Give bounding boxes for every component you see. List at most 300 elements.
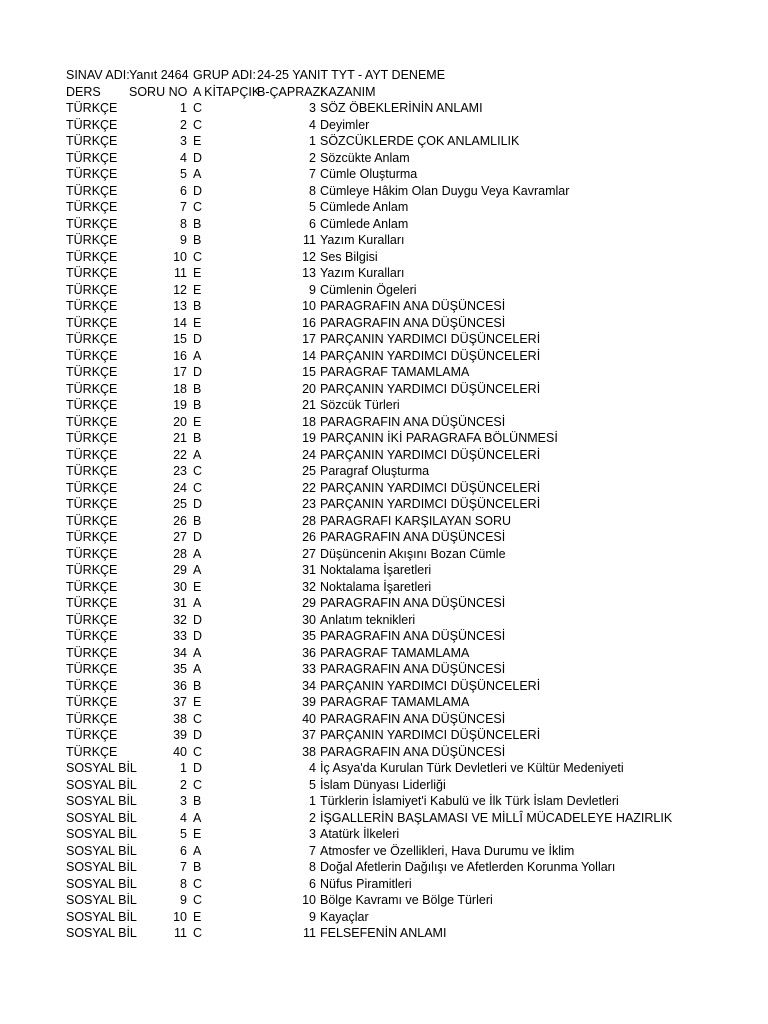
table-row xyxy=(66,529,706,546)
row-b-caprazi: 27 xyxy=(302,546,316,561)
row-b-caprazi: 3 xyxy=(309,101,316,115)
row-a-answer: C xyxy=(193,711,203,726)
row-soru-no: 11 xyxy=(174,266,187,280)
row-kazanim: Düşüncenin Akışını Bozan Cümle xyxy=(320,546,506,561)
row-ders: TÜRKÇE xyxy=(66,464,118,478)
row-ders: TÜRKÇE xyxy=(66,249,118,264)
row-kazanim: PARAGRAFIN ANA DÜŞÜNCESİ xyxy=(320,299,506,313)
row-ders: TÜRKÇE xyxy=(66,134,118,148)
row-soru-no: 5 xyxy=(180,167,187,181)
row-ders: TÜRKÇE xyxy=(66,167,118,181)
row-a-answer: D xyxy=(193,332,203,346)
row-soru-no: 2 xyxy=(180,777,187,792)
row-ders: TÜRKÇE xyxy=(66,315,118,330)
row-soru-no: 16 xyxy=(173,348,187,363)
row-a-answer: E xyxy=(193,315,202,330)
row-a-answer: E xyxy=(193,414,202,429)
row-a-answer: A xyxy=(193,662,202,676)
row-b-caprazi: 4 xyxy=(309,117,316,132)
row-kazanim: Yazım Kuralları xyxy=(320,233,405,247)
row-a-answer: C xyxy=(193,249,203,264)
row-kazanim: Nüfus Piramitleri xyxy=(320,876,412,891)
row-kazanim: Yazım Kuralları xyxy=(320,266,405,280)
table-row xyxy=(66,579,706,596)
row-soru-no: 14 xyxy=(173,315,187,330)
row-a-answer: C xyxy=(193,117,203,132)
row-a-answer: E xyxy=(193,282,202,297)
column-header-b-caprazi: B-ÇAPRAZI xyxy=(257,84,324,99)
row-kazanim: Sözcükte Anlam xyxy=(320,150,410,165)
row-a-answer: C xyxy=(193,480,203,495)
row-b-caprazi: 2 xyxy=(309,810,316,825)
row-soru-no: 19 xyxy=(173,398,187,412)
row-soru-no: 9 xyxy=(180,893,187,907)
row-a-answer: D xyxy=(193,629,203,643)
row-b-caprazi: 37 xyxy=(302,728,316,742)
row-ders: TÜRKÇE xyxy=(66,530,118,544)
row-b-caprazi: 5 xyxy=(309,200,316,214)
row-ders: SOSYAL BİL xyxy=(66,926,137,940)
row-soru-no: 36 xyxy=(173,678,187,693)
table-row xyxy=(66,925,706,942)
row-a-answer: A xyxy=(193,546,202,561)
row-a-answer: B xyxy=(193,216,202,231)
row-soru-no: 5 xyxy=(180,827,187,841)
row-a-answer: C xyxy=(193,893,203,907)
table-row xyxy=(66,249,706,266)
row-kazanim: Anlatım teknikleri xyxy=(320,612,416,627)
row-ders: TÜRKÇE xyxy=(66,282,118,297)
row-kazanim: FELSEFENİN ANLAMI xyxy=(320,926,447,940)
row-b-caprazi: 29 xyxy=(302,596,316,610)
table-row xyxy=(66,645,706,662)
row-ders: SOSYAL BİL xyxy=(66,876,137,891)
row-a-answer: D xyxy=(193,530,203,544)
row-soru-no: 24 xyxy=(173,480,187,495)
column-header-a-kitapcik: A KİTAPÇIK xyxy=(193,84,261,99)
table-row xyxy=(66,777,706,794)
table-row xyxy=(66,711,706,728)
row-kazanim: Bölge Kavramı ve Bölge Türleri xyxy=(320,893,493,907)
row-b-caprazi: 9 xyxy=(309,909,316,924)
group-name-value: 24-25 YANIT TYT - AYT DENEME xyxy=(257,68,446,82)
row-ders: TÜRKÇE xyxy=(66,678,118,693)
row-ders: TÜRKÇE xyxy=(66,414,118,429)
table-row xyxy=(66,678,706,695)
row-a-answer: B xyxy=(193,233,202,247)
row-a-answer: D xyxy=(193,183,203,198)
row-soru-no: 6 xyxy=(180,843,187,858)
table-row xyxy=(66,414,706,431)
table-row xyxy=(66,364,706,381)
row-b-caprazi: 25 xyxy=(302,464,316,478)
row-kazanim: Cümlede Anlam xyxy=(320,200,409,214)
row-kazanim: PARAGRAFIN ANA DÜŞÜNCESİ xyxy=(320,629,506,643)
table-row xyxy=(66,826,706,843)
row-a-answer: E xyxy=(193,579,202,594)
row-b-caprazi: 20 xyxy=(302,381,316,396)
row-kazanim: SÖZCÜKLERDE ÇOK ANLAMLILIK xyxy=(320,134,520,148)
row-kazanim: PARÇANIN YARDIMCI DÜŞÜNCELERİ xyxy=(320,332,541,346)
row-soru-no: 8 xyxy=(180,216,187,231)
row-b-caprazi: 17 xyxy=(302,332,316,346)
row-b-caprazi: 2 xyxy=(309,150,316,165)
row-ders: TÜRKÇE xyxy=(66,744,118,759)
row-a-answer: A xyxy=(193,810,202,825)
row-a-answer: D xyxy=(193,365,203,379)
table-row xyxy=(66,513,706,530)
row-ders: TÜRKÇE xyxy=(66,563,118,577)
row-a-answer: D xyxy=(193,728,203,742)
row-soru-no: 3 xyxy=(180,794,187,808)
row-soru-no: 30 xyxy=(173,579,187,594)
row-ders: TÜRKÇE xyxy=(66,332,118,346)
row-soru-no: 35 xyxy=(173,662,187,676)
row-soru-no: 4 xyxy=(180,810,187,825)
row-ders: TÜRKÇE xyxy=(66,150,118,165)
row-b-caprazi: 23 xyxy=(302,497,316,511)
row-b-caprazi: 33 xyxy=(302,662,316,676)
row-a-answer: C xyxy=(193,101,203,115)
row-kazanim: PARAGRAFIN ANA DÜŞÜNCESİ xyxy=(320,744,506,759)
table-row xyxy=(66,150,706,167)
row-soru-no: 8 xyxy=(180,876,187,891)
row-soru-no: 1 xyxy=(180,761,187,775)
row-ders: TÜRKÇE xyxy=(66,117,118,132)
row-b-caprazi: 18 xyxy=(302,414,316,429)
row-b-caprazi: 30 xyxy=(302,612,316,627)
table-row xyxy=(66,480,706,497)
row-b-caprazi: 16 xyxy=(302,315,316,330)
row-b-caprazi: 3 xyxy=(309,827,316,841)
row-ders: TÜRKÇE xyxy=(66,728,118,742)
row-ders: TÜRKÇE xyxy=(66,216,118,231)
row-ders: TÜRKÇE xyxy=(66,233,118,247)
row-ders: TÜRKÇE xyxy=(66,695,118,709)
row-a-answer: A xyxy=(193,563,202,577)
table-row xyxy=(66,265,706,282)
table-row xyxy=(66,661,706,678)
row-ders: SOSYAL BİL xyxy=(66,909,137,924)
row-ders: TÜRKÇE xyxy=(66,200,118,214)
table-row xyxy=(66,100,706,117)
row-soru-no: 1 xyxy=(180,101,187,115)
table-row xyxy=(66,315,706,332)
row-kazanim: PARAGRAFIN ANA DÜŞÜNCESİ xyxy=(320,596,506,610)
row-a-answer: C xyxy=(193,200,203,214)
row-soru-no: 10 xyxy=(173,249,187,264)
row-a-answer: B xyxy=(193,381,202,396)
row-soru-no: 26 xyxy=(173,513,187,528)
row-b-caprazi: 19 xyxy=(302,431,316,445)
table-row xyxy=(66,909,706,926)
row-ders: SOSYAL BİL xyxy=(66,810,137,825)
row-soru-no: 32 xyxy=(173,612,187,627)
row-ders: TÜRKÇE xyxy=(66,513,118,528)
row-kazanim: PARÇANIN YARDIMCI DÜŞÜNCELERİ xyxy=(320,497,541,511)
row-b-caprazi: 10 xyxy=(302,299,316,313)
table-row xyxy=(66,694,706,711)
row-soru-no: 29 xyxy=(173,563,187,577)
row-ders: SOSYAL BİL xyxy=(66,843,137,858)
row-ders: TÜRKÇE xyxy=(66,365,118,379)
row-ders: TÜRKÇE xyxy=(66,629,118,643)
row-kazanim: SÖZ ÖBEKLERİNİN ANLAMI xyxy=(320,101,483,115)
row-kazanim: PARÇANIN YARDIMCI DÜŞÜNCELERİ xyxy=(320,381,541,396)
row-soru-no: 9 xyxy=(180,233,187,247)
row-soru-no: 11 xyxy=(174,926,187,940)
row-kazanim: PARAGRAFIN ANA DÜŞÜNCESİ xyxy=(320,711,506,726)
column-header-soru-no: SORU NO xyxy=(129,84,188,99)
row-kazanim: Kayaçlar xyxy=(320,909,369,924)
row-kazanim: Noktalama İşaretleri xyxy=(320,563,432,577)
row-ders: TÜRKÇE xyxy=(66,711,118,726)
row-kazanim: PARÇANIN YARDIMCI DÜŞÜNCELERİ xyxy=(320,480,541,495)
group-name-label: GRUP ADI: xyxy=(193,68,256,82)
table-row xyxy=(66,331,706,348)
row-ders: TÜRKÇE xyxy=(66,381,118,396)
row-a-answer: E xyxy=(193,827,202,841)
row-a-answer: B xyxy=(193,794,202,808)
row-a-answer: E xyxy=(193,266,202,280)
row-ders: TÜRKÇE xyxy=(66,662,118,676)
row-a-answer: B xyxy=(193,398,202,412)
row-soru-no: 7 xyxy=(180,200,187,214)
row-a-answer: A xyxy=(193,843,202,858)
table-row xyxy=(66,892,706,909)
row-soru-no: 7 xyxy=(180,860,187,874)
row-a-answer: C xyxy=(193,876,203,891)
row-soru-no: 2 xyxy=(180,117,187,132)
row-ders: TÜRKÇE xyxy=(66,398,118,412)
row-a-answer: D xyxy=(193,612,203,627)
row-kazanim: PARÇANIN YARDIMCI DÜŞÜNCELERİ xyxy=(320,678,541,693)
row-b-caprazi: 1 xyxy=(309,794,316,808)
row-kazanim: PARAGRAFI KARŞILAYAN SORU xyxy=(320,513,512,528)
row-ders: TÜRKÇE xyxy=(66,299,118,313)
table-row xyxy=(66,876,706,893)
row-kazanim: PARÇANIN YARDIMCI DÜŞÜNCELERİ xyxy=(320,728,541,742)
exam-name-label: SINAV ADI: xyxy=(66,68,130,82)
row-kazanim: Paragraf Oluşturma xyxy=(320,464,430,478)
table-row xyxy=(66,216,706,233)
row-soru-no: 38 xyxy=(173,711,187,726)
row-b-caprazi: 1 xyxy=(309,134,316,148)
table-row xyxy=(66,760,706,777)
row-soru-no: 40 xyxy=(173,744,187,759)
row-ders: SOSYAL BİL xyxy=(66,827,137,841)
answer-rows xyxy=(66,100,706,942)
row-kazanim: Atmosfer ve Özellikleri, Hava Durumu ve İklim xyxy=(320,843,575,858)
row-soru-no: 18 xyxy=(173,381,187,396)
row-a-answer: C xyxy=(193,744,203,759)
row-b-caprazi: 11 xyxy=(303,926,316,940)
table-row xyxy=(66,793,706,810)
row-a-answer: B xyxy=(193,299,202,313)
column-header-ders: DERS xyxy=(66,84,101,99)
row-kazanim: Cümlede Anlam xyxy=(320,216,409,231)
table-row xyxy=(66,183,706,200)
row-kazanim: Atatürk İlkeleri xyxy=(320,827,400,841)
row-b-caprazi: 22 xyxy=(302,480,316,495)
row-kazanim: PARÇANIN YARDIMCI DÜŞÜNCELERİ xyxy=(320,348,541,363)
row-b-caprazi: 6 xyxy=(309,876,316,891)
row-soru-no: 21 xyxy=(173,431,187,445)
row-a-answer: C xyxy=(193,464,203,478)
row-b-caprazi: 8 xyxy=(309,860,316,874)
row-ders: SOSYAL BİL xyxy=(66,794,137,808)
table-row xyxy=(66,166,706,183)
row-ders: TÜRKÇE xyxy=(66,579,118,594)
row-kazanim: PARÇANIN İKİ PARAGRAFA BÖLÜNMESİ xyxy=(320,431,558,445)
row-soru-no: 31 xyxy=(173,596,187,610)
row-b-caprazi: 12 xyxy=(302,249,316,264)
column-header-kazanim: KAZANIM xyxy=(320,84,376,99)
row-b-caprazi: 4 xyxy=(309,761,316,775)
row-soru-no: 25 xyxy=(173,497,187,511)
row-soru-no: 10 xyxy=(173,909,187,924)
row-ders: TÜRKÇE xyxy=(66,645,118,660)
row-soru-no: 33 xyxy=(173,629,187,643)
row-a-answer: A xyxy=(193,447,202,462)
row-kazanim: PARAGRAF TAMAMLAMA xyxy=(320,695,470,709)
row-soru-no: 37 xyxy=(173,695,187,709)
row-kazanim: PARÇANIN YARDIMCI DÜŞÜNCELERİ xyxy=(320,447,541,462)
exam-header-row xyxy=(66,67,706,84)
row-soru-no: 28 xyxy=(173,546,187,561)
table-row xyxy=(66,595,706,612)
row-b-caprazi: 35 xyxy=(302,629,316,643)
row-soru-no: 39 xyxy=(173,728,187,742)
row-kazanim: PARAGRAFIN ANA DÜŞÜNCESİ xyxy=(320,662,506,676)
row-a-answer: B xyxy=(193,513,202,528)
row-ders: TÜRKÇE xyxy=(66,497,118,511)
row-a-answer: A xyxy=(193,645,202,660)
row-kazanim: Doğal Afetlerin Dağılışı ve Afetlerden Korunma Yolları xyxy=(320,860,616,874)
column-header-row xyxy=(66,84,706,101)
table-row xyxy=(66,232,706,249)
row-soru-no: 23 xyxy=(173,464,187,478)
row-soru-no: 13 xyxy=(173,299,187,313)
table-row xyxy=(66,348,706,365)
table-row xyxy=(66,447,706,464)
row-b-caprazi: 40 xyxy=(302,711,316,726)
row-b-caprazi: 26 xyxy=(302,530,316,544)
table-row xyxy=(66,628,706,645)
row-b-caprazi: 28 xyxy=(302,513,316,528)
table-row xyxy=(66,496,706,513)
row-kazanim: Sözcük Türleri xyxy=(320,398,400,412)
row-kazanim: PARAGRAFIN ANA DÜŞÜNCESİ xyxy=(320,530,506,544)
row-soru-no: 6 xyxy=(180,183,187,198)
row-soru-no: 3 xyxy=(180,134,187,148)
row-b-caprazi: 31 xyxy=(302,563,316,577)
row-soru-no: 27 xyxy=(173,530,187,544)
row-kazanim: Noktalama İşaretleri xyxy=(320,579,432,594)
row-b-caprazi: 38 xyxy=(302,744,316,759)
row-soru-no: 17 xyxy=(173,365,187,379)
row-a-answer: B xyxy=(193,678,202,693)
row-b-caprazi: 5 xyxy=(309,777,316,792)
row-b-caprazi: 8 xyxy=(309,183,316,198)
row-b-caprazi: 21 xyxy=(302,398,316,412)
row-kazanim: İslam Dünyası Liderliği xyxy=(320,777,446,792)
exam-name-value: Yanıt 2464 xyxy=(129,68,189,82)
row-kazanim: Ses Bilgisi xyxy=(320,249,378,264)
row-ders: TÜRKÇE xyxy=(66,596,118,610)
row-a-answer: C xyxy=(193,777,203,792)
row-ders: TÜRKÇE xyxy=(66,348,118,363)
row-a-answer: C xyxy=(193,926,203,940)
row-kazanim: İŞGALLERİN BAŞLAMASI VE MİLLÎ MÜCADELEYE HAZIRLIK xyxy=(320,810,673,825)
row-b-caprazi: 15 xyxy=(302,365,316,379)
row-ders: TÜRKÇE xyxy=(66,447,118,462)
table-row xyxy=(66,381,706,398)
table-row xyxy=(66,859,706,876)
row-b-caprazi: 14 xyxy=(302,348,316,363)
row-kazanim: PARAGRAFIN ANA DÜŞÜNCESİ xyxy=(320,414,506,429)
row-a-answer: D xyxy=(193,761,203,775)
table-row xyxy=(66,430,706,447)
row-soru-no: 34 xyxy=(173,645,187,660)
row-b-caprazi: 7 xyxy=(309,843,316,858)
table-row xyxy=(66,298,706,315)
row-ders: TÜRKÇE xyxy=(66,183,118,198)
row-soru-no: 20 xyxy=(173,414,187,429)
row-a-answer: B xyxy=(193,860,202,874)
row-b-caprazi: 6 xyxy=(309,216,316,231)
row-ders: SOSYAL BİL xyxy=(66,777,137,792)
row-kazanim: İç Asya'da Kurulan Türk Devletleri ve Kültür Medeniyeti xyxy=(320,761,624,775)
row-a-answer: D xyxy=(193,497,203,511)
row-kazanim: Cümlenin Ögeleri xyxy=(320,282,417,297)
table-row xyxy=(66,843,706,860)
row-soru-no: 4 xyxy=(180,150,187,165)
row-ders: TÜRKÇE xyxy=(66,612,118,627)
row-b-caprazi: 36 xyxy=(302,645,316,660)
row-ders: TÜRKÇE xyxy=(66,546,118,561)
row-b-caprazi: 34 xyxy=(302,678,316,693)
table-row xyxy=(66,546,706,563)
row-a-answer: B xyxy=(193,431,202,445)
row-a-answer: A xyxy=(193,348,202,363)
row-a-answer: E xyxy=(193,909,202,924)
row-b-caprazi: 32 xyxy=(302,579,316,594)
table-row xyxy=(66,744,706,761)
row-ders: TÜRKÇE xyxy=(66,431,118,445)
row-ders: TÜRKÇE xyxy=(66,101,118,115)
row-kazanim: PARAGRAFIN ANA DÜŞÜNCESİ xyxy=(320,315,506,330)
row-b-caprazi: 10 xyxy=(302,893,316,907)
row-b-caprazi: 9 xyxy=(309,282,316,297)
row-ders: SOSYAL BİL xyxy=(66,893,137,907)
row-b-caprazi: 7 xyxy=(309,167,316,181)
row-a-answer: E xyxy=(193,695,202,709)
row-kazanim: Türklerin İslamiyet'i Kabulü ve İlk Türk İslam Devletleri xyxy=(320,794,619,808)
table-row xyxy=(66,727,706,744)
row-soru-no: 12 xyxy=(173,282,187,297)
table-row xyxy=(66,463,706,480)
row-kazanim: Cümleye Hâkim Olan Duygu Veya Kavramlar xyxy=(320,183,570,198)
row-ders: SOSYAL BİL xyxy=(66,761,137,775)
row-a-answer: A xyxy=(193,596,202,610)
row-ders: SOSYAL BİL xyxy=(66,860,137,874)
table-row xyxy=(66,199,706,216)
row-b-caprazi: 24 xyxy=(302,447,316,462)
table-row xyxy=(66,612,706,629)
row-soru-no: 15 xyxy=(173,332,187,346)
row-b-caprazi: 39 xyxy=(302,695,316,709)
